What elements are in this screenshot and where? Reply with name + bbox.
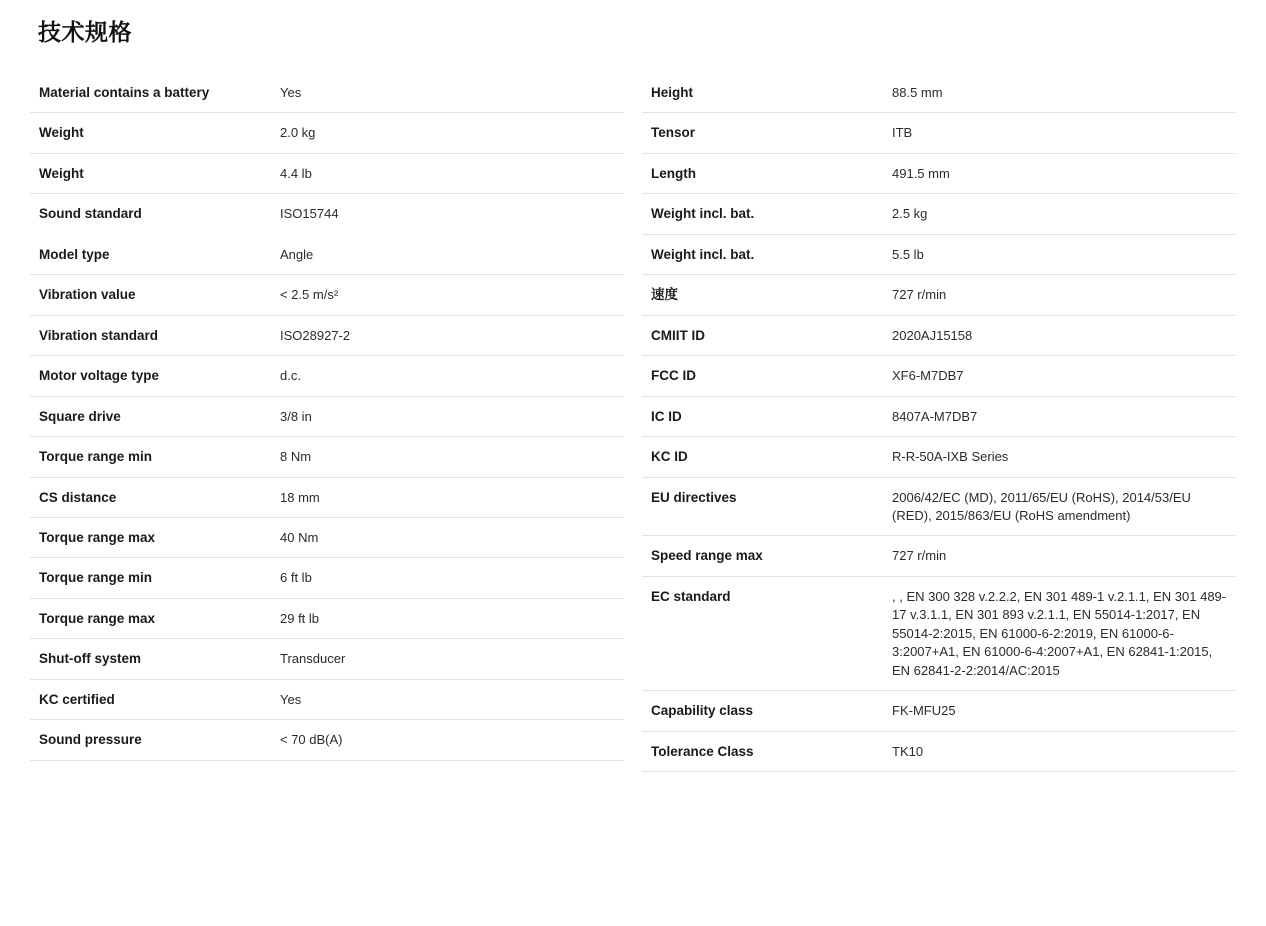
spec-value: 727 r/min <box>892 287 947 303</box>
spec-label: CS distance <box>39 489 117 505</box>
spec-row <box>642 691 1236 731</box>
spec-value: R-R-50A-IXB Series <box>892 449 1009 465</box>
spec-row <box>30 275 624 315</box>
spec-value: ITB <box>892 125 913 141</box>
spec-row <box>642 194 1236 234</box>
spec-value: ISO28927-2 <box>280 327 351 343</box>
spec-row <box>30 316 624 356</box>
spec-label: Length <box>651 165 696 181</box>
spec-columns <box>30 73 1236 772</box>
spec-label: Capability class <box>651 703 754 719</box>
spec-value: 88.5 mm <box>892 85 943 100</box>
spec-row <box>30 680 624 720</box>
spec-row <box>30 437 624 477</box>
spec-row <box>642 113 1236 153</box>
spec-row <box>642 437 1236 477</box>
spec-label: EC standard <box>651 588 731 604</box>
spec-row <box>642 478 1236 537</box>
spec-label: Motor voltage type <box>39 368 160 384</box>
technical-specifications-page <box>0 14 1266 926</box>
spec-column-left <box>30 73 624 772</box>
spec-row <box>30 113 624 153</box>
spec-row <box>642 73 1236 113</box>
spec-value: 8407A-M7DB7 <box>892 408 978 424</box>
page-title: 技术规格 <box>38 19 132 45</box>
spec-label: Sound standard <box>39 206 142 222</box>
spec-label: Sound pressure <box>39 732 142 748</box>
spec-value: 491.5 mm <box>892 165 950 181</box>
spec-row <box>30 397 624 437</box>
spec-row <box>30 478 624 518</box>
spec-row <box>30 720 624 760</box>
spec-row <box>642 536 1236 576</box>
spec-label: Square drive <box>39 408 121 424</box>
spec-label: KC certified <box>39 691 115 707</box>
spec-value: 8 Nm <box>280 449 312 465</box>
spec-value: Angle <box>280 246 314 262</box>
spec-label: Tensor <box>651 125 696 141</box>
spec-row <box>30 154 624 194</box>
spec-row <box>30 518 624 558</box>
spec-row <box>642 235 1236 275</box>
spec-value: d.c. <box>280 368 301 384</box>
spec-value: 29 ft lb <box>280 610 320 626</box>
spec-value: 5.5 lb <box>892 246 924 262</box>
spec-label: Weight incl. bat. <box>651 246 755 262</box>
spec-value: 2.5 kg <box>892 206 928 222</box>
spec-value: 2.0 kg <box>280 125 316 141</box>
spec-row <box>642 316 1236 356</box>
spec-label: Torque range min <box>39 570 153 586</box>
spec-row <box>30 235 624 275</box>
spec-value: 2006/42/EC (MD), 2011/65/EU (RoHS), 2014/53/EU (RED), 2015/863/EU (RoHS amendment) <box>892 489 1191 523</box>
spec-value: 3/8 in <box>280 408 312 424</box>
spec-value: Yes <box>280 85 302 100</box>
spec-value: 4.4 lb <box>280 165 312 181</box>
spec-label: IC ID <box>651 408 682 424</box>
spec-value: , , EN 300 328 v.2.2.2, EN 301 489-1 v.2.1.1, EN 301 489-17 v.3.1.1, EN 301 893 v.2.1.1, EN 55014-1:2017, EN 55014-2:2015, EN 61000-6-2:2019, EN 61000-6-3:2007+A1, EN 61000-6-4:2007+A1, EN 62841-1:2015, EN 62841-2-2:2014/AC:2015 <box>892 588 1227 678</box>
spec-value: Transducer <box>280 651 346 667</box>
spec-label: Vibration standard <box>39 327 159 343</box>
spec-row <box>30 558 624 598</box>
spec-value: 727 r/min <box>892 548 947 564</box>
spec-label: Weight <box>39 165 84 181</box>
spec-value: < 70 dB(A) <box>280 732 343 748</box>
spec-label: CMIIT ID <box>651 327 705 343</box>
spec-row <box>642 154 1236 194</box>
spec-row <box>30 356 624 396</box>
spec-value: 2020AJ15158 <box>892 327 973 343</box>
spec-label: Torque range max <box>39 610 156 626</box>
spec-label: Height <box>651 85 693 100</box>
spec-label: Shut-off system <box>39 651 142 667</box>
spec-label: Material contains a battery <box>39 85 210 100</box>
spec-value: ISO15744 <box>280 206 339 222</box>
spec-value: FK-MFU25 <box>892 703 956 719</box>
spec-label: KC ID <box>651 449 688 465</box>
spec-value: XF6-M7DB7 <box>892 368 964 384</box>
spec-label: Weight <box>39 125 84 141</box>
spec-label: Weight incl. bat. <box>651 206 755 222</box>
spec-row <box>642 397 1236 437</box>
spec-row <box>30 599 624 639</box>
spec-value: 40 Nm <box>280 529 319 545</box>
spec-value: TK10 <box>892 743 924 759</box>
spec-row <box>30 639 624 679</box>
spec-label: FCC ID <box>651 368 696 384</box>
spec-label: EU directives <box>651 489 737 505</box>
spec-value: 6 ft lb <box>280 570 312 586</box>
spec-row <box>30 194 624 234</box>
spec-value: < 2.5 m/s² <box>280 287 339 303</box>
spec-label: Model type <box>39 246 110 262</box>
spec-value: 18 mm <box>280 489 320 505</box>
spec-label: Tolerance Class <box>651 743 754 759</box>
spec-row <box>642 577 1236 691</box>
spec-label: 速度 <box>651 287 678 303</box>
spec-row <box>30 73 624 113</box>
spec-column-right <box>642 73 1236 772</box>
spec-label: Speed range max <box>651 548 763 564</box>
spec-value: Yes <box>280 691 302 707</box>
spec-row <box>642 356 1236 396</box>
spec-label: Vibration value <box>39 287 136 303</box>
spec-label: Torque range max <box>39 529 156 545</box>
spec-row <box>642 275 1236 315</box>
spec-label: Torque range min <box>39 449 153 465</box>
spec-row <box>642 732 1236 772</box>
